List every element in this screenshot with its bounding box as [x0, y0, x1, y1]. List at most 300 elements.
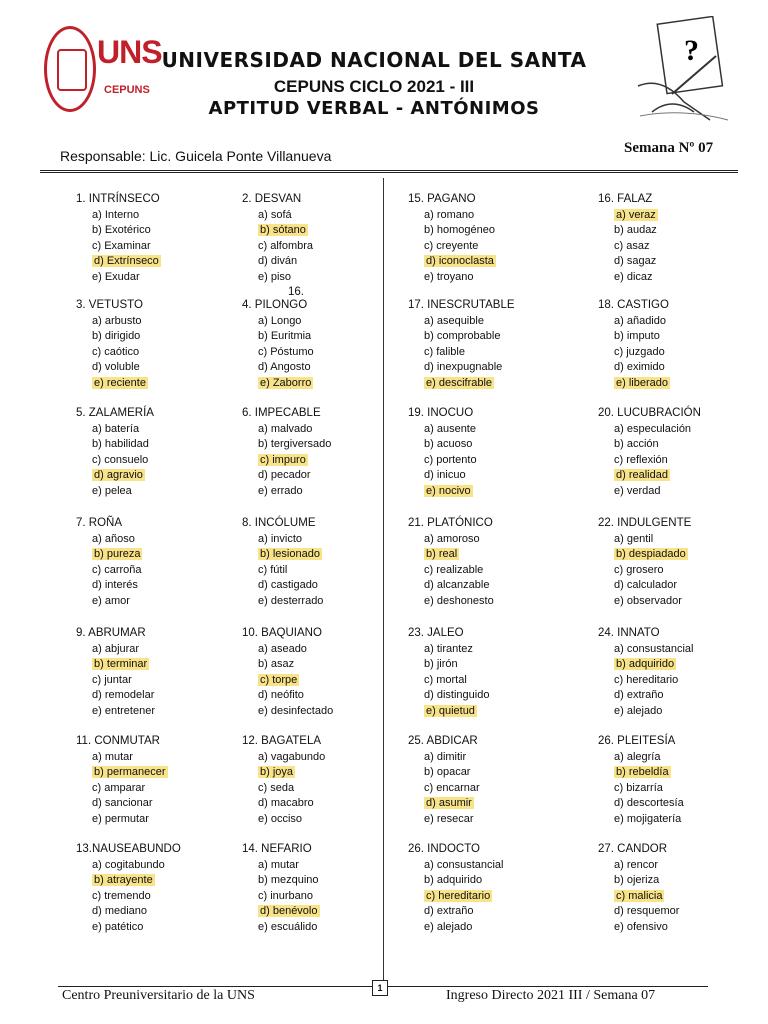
answer-option: c) consuelo	[92, 453, 149, 466]
highlighted-answer: e) reciente	[94, 376, 146, 389]
question-item	[76, 298, 148, 391]
option-row	[242, 920, 320, 936]
option-row	[242, 254, 313, 270]
option-row	[242, 532, 323, 548]
question-item	[598, 516, 691, 609]
answer-option: a) añoso	[92, 532, 135, 545]
option-row	[408, 578, 494, 594]
question-item	[408, 734, 480, 827]
option-row	[76, 812, 168, 828]
answer-option: a) invicto	[258, 532, 303, 545]
option-row	[76, 422, 154, 438]
answer-option: d) interés	[92, 579, 138, 591]
question-item	[242, 516, 323, 609]
answer-option: a) aseado	[258, 642, 307, 655]
highlighted-answer: e) nocivo	[426, 484, 471, 497]
option-row	[598, 889, 679, 905]
option-row	[408, 563, 494, 579]
answer-option: c) reflexión	[614, 453, 668, 466]
option-row	[242, 858, 320, 874]
option-row	[242, 484, 331, 500]
answer-option: b) habilidad	[92, 438, 149, 450]
question-item	[598, 298, 670, 391]
option-row	[242, 563, 323, 579]
option-row	[242, 578, 323, 594]
question-heading: 7. ROÑA	[76, 517, 123, 529]
answer-option: a) romano	[424, 208, 475, 221]
option-row	[598, 657, 694, 673]
option-row	[242, 360, 314, 376]
highlighted-answer: e) Zaborro	[260, 376, 312, 389]
answer-option: e) alejado	[424, 920, 473, 933]
answer-option: a) ausente	[424, 422, 476, 435]
question-heading: 26. INDOCTO	[408, 843, 480, 855]
option-row	[598, 468, 701, 484]
option-row	[242, 673, 333, 689]
highlighted-answer: e) descifrable	[426, 376, 493, 389]
option-row	[408, 532, 494, 548]
option-row	[242, 750, 325, 766]
answer-option: c) Examinar	[92, 239, 151, 252]
answer-option: a) especulación	[614, 422, 692, 435]
option-row	[598, 453, 701, 469]
highlighted-answer: b) adquirido	[616, 658, 675, 670]
option-row	[598, 688, 694, 704]
answer-option: e) resecar	[424, 812, 474, 825]
question-item	[76, 192, 161, 285]
answer-option: a) mutar	[258, 858, 299, 871]
option-row	[408, 547, 494, 563]
option-row	[408, 858, 504, 874]
option-row	[242, 208, 313, 224]
answer-option: a) Interno	[92, 208, 140, 221]
question-heading: 14. NEFARIO	[242, 843, 312, 855]
option-row	[242, 239, 313, 255]
answer-option: e) deshonesto	[424, 594, 494, 607]
highlighted-answer: c) impuro	[260, 453, 306, 466]
option-row	[242, 437, 331, 453]
question-item	[408, 842, 504, 935]
option-row	[76, 254, 161, 270]
answer-option: c) Póstumo	[258, 345, 314, 358]
option-row	[76, 750, 168, 766]
cycle-title: CEPUNS CICLO 2021 - III	[273, 77, 475, 96]
answer-option: e) dicaz	[614, 270, 653, 283]
option-row	[76, 453, 154, 469]
option-row	[242, 688, 333, 704]
option-row	[242, 889, 320, 905]
option-row	[242, 270, 313, 286]
answer-option: c) grosero	[614, 563, 664, 576]
question-item	[76, 734, 168, 827]
option-row	[76, 270, 161, 286]
option-row	[408, 422, 477, 438]
question-heading: 10. BAQUIANO	[242, 627, 322, 639]
answer-option: c) juzgado	[614, 345, 665, 358]
question-item	[242, 842, 320, 935]
option-row	[408, 376, 515, 392]
answer-option: c) caótico	[92, 345, 140, 358]
option-row	[76, 657, 155, 673]
answer-option: d) voluble	[92, 361, 140, 373]
option-row	[598, 329, 670, 345]
question-item	[408, 516, 494, 609]
answer-option: d) distinguido	[424, 689, 490, 701]
answer-option: c) falible	[424, 345, 465, 358]
option-row	[242, 422, 331, 438]
answer-option: d) neófito	[258, 689, 304, 701]
answer-option: a) sofá	[258, 208, 292, 221]
answer-option: e) verdad	[614, 484, 661, 497]
highlighted-answer: d) iconoclasta	[426, 255, 494, 267]
answer-option: b) ojeriza	[614, 874, 660, 886]
answer-option: e) occiso	[258, 812, 303, 825]
answer-option: b) tergiversado	[258, 438, 332, 450]
answer-option: a) consustancial	[424, 858, 504, 871]
option-row	[408, 873, 504, 889]
answer-option: d) extraño	[424, 905, 474, 917]
option-row	[76, 345, 148, 361]
answer-option: d) descortesía	[614, 797, 684, 809]
option-row	[408, 594, 494, 610]
option-row	[408, 765, 480, 781]
highlighted-answer: b) atrayente	[94, 874, 153, 886]
answer-option: b) imputo	[614, 330, 660, 342]
answer-option: d) sancionar	[92, 797, 153, 809]
answer-option: c) fútil	[258, 563, 288, 576]
option-row	[76, 765, 168, 781]
question-heading: 21. PLATÓNICO	[408, 517, 493, 529]
answer-option: b) adquirido	[424, 874, 483, 886]
question-heading: 13.NAUSEABUNDO	[76, 843, 181, 855]
answer-option: d) calculador	[614, 579, 677, 591]
option-row	[598, 750, 684, 766]
option-row	[408, 704, 489, 720]
option-row	[598, 239, 658, 255]
question-item	[242, 626, 333, 719]
answer-option: b) mezquino	[258, 874, 319, 886]
option-row	[76, 314, 148, 330]
option-row	[242, 812, 325, 828]
footer-right-text: Ingreso Directo 2021 III / Semana 07	[446, 988, 656, 1003]
answer-option: e) escuálido	[258, 920, 318, 933]
highlighted-answer: b) permanecer	[94, 766, 166, 778]
answer-option: a) Longo	[258, 314, 302, 327]
question-heading: 26. PLEITESÍA	[598, 735, 676, 747]
highlighted-answer: b) real	[426, 548, 458, 560]
answer-option: d) sagaz	[614, 255, 657, 267]
option-row	[598, 208, 658, 224]
option-row	[598, 594, 691, 610]
option-row	[242, 796, 325, 812]
option-row	[598, 254, 658, 270]
option-row	[76, 858, 181, 874]
highlighted-answer: c) hereditario	[426, 889, 491, 902]
answer-option: d) castigado	[258, 579, 318, 591]
option-row	[242, 642, 333, 658]
answer-option: b) audaz	[614, 224, 657, 236]
answer-option: e) pelea	[92, 484, 132, 497]
question-heading: 2. DESVAN	[242, 193, 302, 205]
responsible-text: Responsable: Lic. Guicela Ponte Villanueva	[60, 148, 332, 164]
answer-option: a) amoroso	[424, 532, 480, 545]
option-row	[76, 920, 181, 936]
option-row	[76, 223, 161, 239]
option-row	[76, 239, 161, 255]
answer-option: e) permutar	[92, 812, 149, 825]
question-heading: 5. ZALAMERÍA	[76, 407, 154, 419]
question-heading: 19. INOCUO	[408, 407, 474, 419]
writing-hand-illustration	[632, 16, 732, 126]
option-row	[242, 329, 314, 345]
option-row	[408, 673, 489, 689]
option-row	[76, 547, 142, 563]
option-row	[598, 314, 670, 330]
option-row	[598, 858, 679, 874]
answer-option: d) macabro	[258, 797, 314, 809]
answer-option: e) alejado	[614, 704, 663, 717]
answer-option: b) Euritmia	[258, 330, 312, 342]
question-heading: 1. INTRÍNSECO	[76, 193, 160, 205]
answer-option: c) juntar	[92, 673, 132, 686]
question-heading: 20. LUCUBRACIÓN	[598, 407, 701, 419]
question-item	[76, 516, 142, 609]
answer-option: a) gentil	[614, 532, 654, 545]
option-row	[76, 904, 181, 920]
answer-option: e) desterrado	[258, 594, 324, 607]
answer-option: a) abjurar	[92, 642, 140, 655]
question-heading: 12. BAGATELA	[242, 735, 322, 747]
highlighted-answer: b) pureza	[94, 548, 141, 560]
answer-option: b) asaz	[258, 658, 295, 670]
answer-option: b) acuoso	[424, 438, 473, 450]
question-heading: 3. VETUSTO	[76, 299, 143, 311]
option-row	[242, 453, 331, 469]
question-item	[408, 626, 489, 719]
option-row	[76, 873, 181, 889]
answer-option: d) mediano	[92, 905, 148, 917]
answer-option: d) inexpugnable	[424, 361, 503, 373]
option-row	[408, 657, 489, 673]
option-row	[408, 223, 496, 239]
option-row	[408, 920, 504, 936]
question-heading: 16.	[288, 286, 304, 298]
option-row	[242, 781, 325, 797]
option-row	[598, 563, 691, 579]
question-heading: 6. IMPECABLE	[242, 407, 321, 419]
page-number: 1	[372, 980, 388, 996]
option-row	[408, 688, 489, 704]
option-row	[242, 765, 325, 781]
option-row	[76, 532, 142, 548]
option-row	[598, 223, 658, 239]
answer-option: d) diván	[258, 255, 298, 267]
option-row	[242, 904, 320, 920]
answer-option: d) resquemor	[614, 905, 680, 917]
question-item	[408, 298, 515, 391]
highlighted-answer: d) realidad	[616, 469, 668, 481]
question-heading: 18. CASTIGO	[598, 299, 669, 311]
option-row	[76, 889, 181, 905]
answer-option: c) carroña	[92, 563, 142, 576]
question-item	[242, 734, 325, 827]
question-heading: 17. INESCRUTABLE	[408, 299, 515, 311]
question-heading: 9. ABRUMAR	[76, 627, 146, 639]
question-item	[76, 626, 155, 719]
option-row	[598, 360, 670, 376]
answer-option: a) arbusto	[92, 314, 142, 327]
question-heading: 24. INNATO	[598, 627, 660, 639]
answer-option: c) tremendo	[92, 889, 151, 902]
highlighted-answer: e) liberado	[616, 376, 668, 389]
highlighted-answer: e) quietud	[426, 704, 475, 717]
option-row	[598, 578, 691, 594]
subject-title: APTITUD VERBAL - ANTÓNIMOS	[208, 98, 540, 119]
option-row	[598, 904, 679, 920]
highlighted-answer: b) sótano	[260, 224, 306, 236]
answer-option: c) encarnar	[424, 781, 480, 794]
option-row	[598, 796, 684, 812]
answer-option: c) realizable	[424, 563, 484, 576]
answer-option: b) dirigido	[92, 330, 141, 342]
option-row	[598, 812, 684, 828]
answer-option: a) vagabundo	[258, 750, 326, 763]
answer-option: e) errado	[258, 484, 303, 497]
option-row	[242, 468, 331, 484]
answer-option: a) rencor	[614, 858, 659, 871]
option-row	[76, 208, 161, 224]
answer-option: a) dimitir	[424, 750, 467, 763]
answer-option: c) bizarría	[614, 781, 663, 794]
option-row	[76, 468, 154, 484]
option-row	[76, 704, 155, 720]
answer-option: c) hereditario	[614, 673, 679, 686]
option-row	[598, 484, 701, 500]
answer-option: a) batería	[92, 422, 140, 435]
option-row	[242, 345, 314, 361]
option-row	[76, 484, 154, 500]
answer-option: d) extraño	[614, 689, 664, 701]
answer-option: c) asaz	[614, 239, 650, 252]
option-row	[598, 920, 679, 936]
answer-option: e) amor	[92, 594, 130, 607]
answer-option: a) tirantez	[424, 642, 473, 655]
answer-option: e) piso	[258, 270, 292, 283]
option-row	[408, 208, 496, 224]
option-row	[76, 376, 148, 392]
question-heading: 22. INDULGENTE	[598, 517, 692, 529]
header-divider	[40, 170, 738, 173]
question-item	[598, 192, 658, 285]
question-heading: 23. JALEO	[408, 627, 464, 639]
option-row	[598, 704, 694, 720]
svg-text:?: ?	[684, 34, 699, 67]
highlighted-answer: b) despiadado	[616, 548, 686, 560]
option-row	[598, 270, 658, 286]
answer-option: a) asequible	[424, 314, 484, 327]
answer-option: e) troyano	[424, 270, 474, 283]
question-item	[598, 406, 701, 499]
question-heading: 4. PILONGO	[242, 299, 308, 311]
option-row	[408, 781, 480, 797]
answer-option: b) comprobable	[424, 330, 501, 342]
option-row	[242, 223, 313, 239]
answer-option: c) mortal	[424, 673, 467, 686]
answer-option: c) seda	[258, 781, 295, 794]
option-row	[598, 532, 691, 548]
option-row	[598, 437, 701, 453]
highlighted-answer: b) rebeldía	[616, 766, 669, 778]
highlighted-answer: d) agravio	[94, 469, 143, 481]
option-row	[598, 873, 679, 889]
question-item	[76, 406, 154, 499]
answer-option: a) consustancial	[614, 642, 694, 655]
question-heading: 15. PAGANO	[408, 193, 476, 205]
answer-option: c) alfombra	[258, 239, 314, 252]
question-heading: 16. FALAZ	[598, 193, 653, 205]
answer-option: e) mojigatería	[614, 812, 682, 825]
option-row	[76, 594, 142, 610]
question-item	[598, 734, 684, 827]
answer-option: d) remodelar	[92, 689, 155, 701]
option-row	[242, 376, 314, 392]
option-row	[408, 345, 515, 361]
answer-option: e) desinfectado	[258, 704, 334, 717]
answer-option: a) alegría	[614, 750, 661, 763]
option-row	[408, 750, 480, 766]
question-item	[598, 842, 679, 935]
highlighted-answer: b) lesionado	[260, 548, 320, 560]
week-label: Semana Nº 07	[624, 140, 714, 156]
answer-option: c) amparar	[92, 781, 146, 794]
question-item	[76, 842, 181, 935]
option-row	[598, 345, 670, 361]
option-row	[242, 594, 323, 610]
question-item	[408, 406, 477, 499]
option-row	[408, 889, 504, 905]
option-row	[242, 657, 333, 673]
option-row	[598, 547, 691, 563]
option-row	[408, 796, 480, 812]
option-row	[408, 642, 489, 658]
question-item	[242, 406, 331, 499]
footer-left-text: Centro Preuniversitario de la UNS	[62, 988, 255, 1003]
highlighted-answer: b) joya	[260, 766, 294, 778]
option-row	[408, 254, 496, 270]
question-heading: 25. ABDICAR	[408, 735, 478, 747]
option-row	[408, 904, 504, 920]
answer-option: b) jirón	[424, 658, 458, 670]
highlighted-answer: d) benévolo	[260, 905, 318, 917]
option-row	[76, 578, 142, 594]
logo-text: UNS	[97, 34, 162, 70]
answer-option: a) cogitabundo	[92, 858, 165, 871]
answer-option: e) Exudar	[92, 270, 140, 283]
highlighted-answer: c) torpe	[260, 673, 298, 686]
option-row	[408, 314, 515, 330]
option-row	[598, 422, 701, 438]
question-item	[242, 286, 314, 391]
answer-option: a) malvado	[258, 422, 313, 435]
question-heading: 27. CANDOR	[598, 843, 668, 855]
answer-option: e) ofensivo	[614, 920, 668, 933]
answer-option: b) acción	[614, 438, 659, 450]
highlighted-answer: b) terminar	[94, 658, 148, 670]
question-heading: 11. CONMUTAR	[76, 735, 160, 747]
option-row	[242, 704, 333, 720]
answer-option: a) mutar	[92, 750, 133, 763]
answer-option: e) observador	[614, 594, 682, 607]
